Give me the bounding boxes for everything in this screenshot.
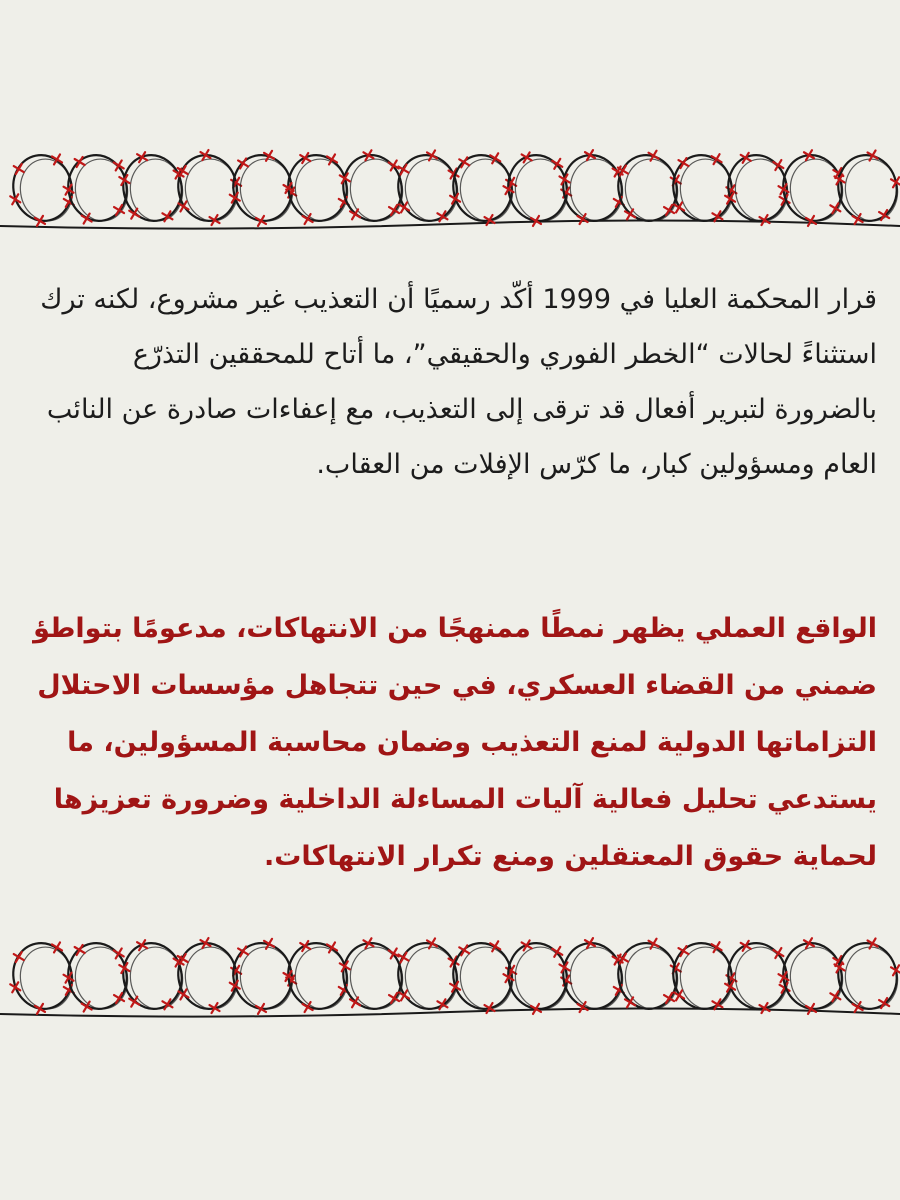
highlight-paragraph: الواقع العملي يظهر نمطًا ممنهجًا من الانتهاكات، مدعومًا بتواطؤ ضمني من القضاء العسكري، في حين تتجاهل مؤسسات الاحتلال التزاماتها الدولية لمنع التعذيب وضمان محاسبة المسؤولين، ما يستدعي تحليل فعالية آليات المساءلة الداخلية وضرورة تعزيزها لحماية حقوق المعتقلين ومنع تكرار الانتهاكات. (33, 613, 877, 872)
barbed-wire-bottom-icon (0, 928, 900, 1028)
intro-paragraph: قرار المحكمة العليا في 1999 أكّد رسميًا أن التعذيب غير مشروع، لكنه ترك استثناءً لحالات “الخطر الفوري والحقيقي”، ما أتاح للمحققين التذرّع بالضرورة لتبرير أفعال قد ترقى إلى التعذيب، مع إعفاءات صادرة عن النائب العام ومسؤولين كبار، ما كرّس الإفلات من العقاب. (40, 284, 877, 480)
barbed-wire-top-icon (0, 140, 900, 240)
